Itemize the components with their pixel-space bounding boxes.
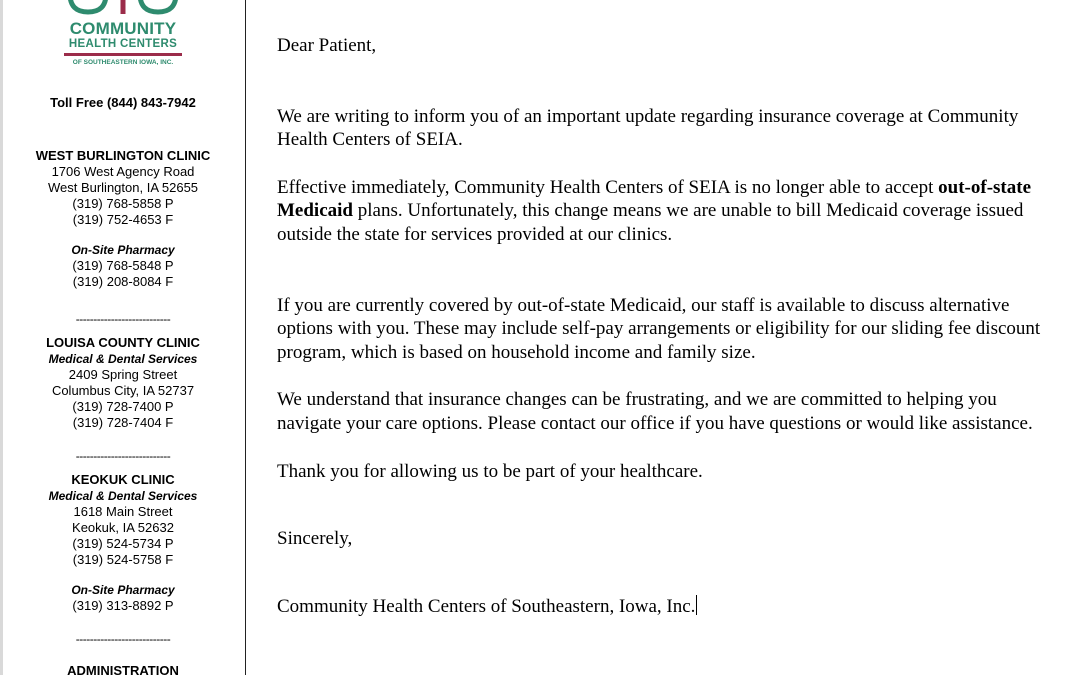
clinic-name: KEOKUK CLINIC bbox=[71, 472, 175, 487]
paragraph-policy bbox=[277, 176, 1047, 247]
clinic-fax: (319) 524-5758 F bbox=[72, 552, 174, 567]
pharmacy-label: On-Site Pharmacy bbox=[71, 583, 175, 597]
closing: Sincerely, bbox=[277, 528, 353, 550]
clinic-address-line2: Keokuk, IA 52632 bbox=[72, 520, 174, 535]
toll-free-number: Toll Free (844) 843-7942 bbox=[50, 95, 196, 110]
clinic-address-line2: Columbus City, IA 52737 bbox=[51, 383, 195, 398]
section-separator: --------------------------- bbox=[75, 632, 171, 646]
clinic-name: LOUISA COUNTY CLINIC bbox=[46, 335, 200, 350]
louisa-county-clinic bbox=[0, 335, 246, 431]
pharmacy-phone: (319) 768-5848 P bbox=[72, 258, 174, 273]
paragraph-intro: We are writing to inform you of an important update regarding insurance coverage at Community Health Centers of SEIA. bbox=[277, 105, 1019, 151]
clinic-services: Medical & Dental Services bbox=[48, 352, 198, 366]
clinic-address-line1: 1618 Main Street bbox=[73, 504, 173, 519]
salutation: Dear Patient, bbox=[277, 35, 377, 56]
text-cursor bbox=[696, 595, 697, 615]
policy-text-end: plans. Unfortunately, this change means we are unable to bill Medicaid coverage issued outside the state for services provided at our clinics. bbox=[277, 200, 1024, 245]
west-burlington-clinic bbox=[0, 148, 246, 290]
clinic-name: WEST BURLINGTON CLINIC bbox=[35, 148, 211, 163]
logo-text-region: OF SOUTHEASTERN IOWA, INC. bbox=[72, 59, 174, 66]
policy-emphasis: out-of-state Medicaid bbox=[277, 176, 1031, 222]
administration-section bbox=[0, 663, 246, 679]
clinic-address-line1: 1706 West Agency Road bbox=[51, 164, 195, 179]
letterhead-sidebar bbox=[0, 0, 246, 678]
letter-body[interactable] bbox=[277, 34, 1047, 618]
clinic-services: Medical & Dental Services bbox=[48, 489, 198, 503]
clinic-address-line2: West Burlington, IA 52655 bbox=[47, 180, 199, 195]
administration-heading: ADMINISTRATION bbox=[67, 663, 179, 678]
logo-text-community: COMMUNITY bbox=[69, 19, 177, 38]
organization-logo bbox=[50, 0, 196, 70]
logo-divider bbox=[64, 53, 182, 56]
clinic-fax: (319) 728-7404 F bbox=[72, 415, 174, 430]
clinic-fax: (319) 752-4653 F bbox=[72, 212, 174, 227]
policy-text-start: Effective immediately, Community Health Centers of SEIA is no longer able to accept bbox=[277, 176, 939, 198]
section-separator: --------------------------- bbox=[75, 312, 171, 326]
clinic-phone: (319) 524-5734 P bbox=[72, 536, 174, 551]
logo-text-health-centers: HEALTH CENTERS bbox=[68, 38, 178, 50]
pharmacy-fax: (319) 208-8084 F bbox=[72, 274, 174, 289]
pharmacy-label: On-Site Pharmacy bbox=[71, 243, 175, 257]
clinic-phone: (319) 728-7400 P bbox=[72, 399, 174, 414]
signature: Community Health Centers of Southeastern, Iowa, Inc. bbox=[277, 595, 696, 617]
section-separator: --------------------------- bbox=[75, 449, 171, 463]
signature-line bbox=[277, 595, 1047, 619]
paragraph-support: We understand that insurance changes can be frustrating, and we are committed to helping you navigate your care options. Please contact our office if you have questions or would like assistance. bbox=[277, 389, 1033, 434]
paragraph-options: If you are currently covered by out-of-state Medicaid, our staff is available to discuss alternative options with you. These may include self-pay arrangements or eligibility for our sliding fee discount program, which is based on household income and family size. bbox=[277, 294, 1041, 363]
pharmacy-phone: (319) 313-8892 P bbox=[72, 598, 174, 613]
clinic-address-line1: 2409 Spring Street bbox=[68, 367, 178, 382]
paragraph-thanks: Thank you for allowing us to be part of your healthcare. bbox=[277, 460, 703, 482]
clinic-phone: (319) 768-5858 P bbox=[72, 196, 174, 211]
keokuk-clinic bbox=[0, 472, 246, 614]
logo-figures-icon bbox=[50, 0, 196, 16]
